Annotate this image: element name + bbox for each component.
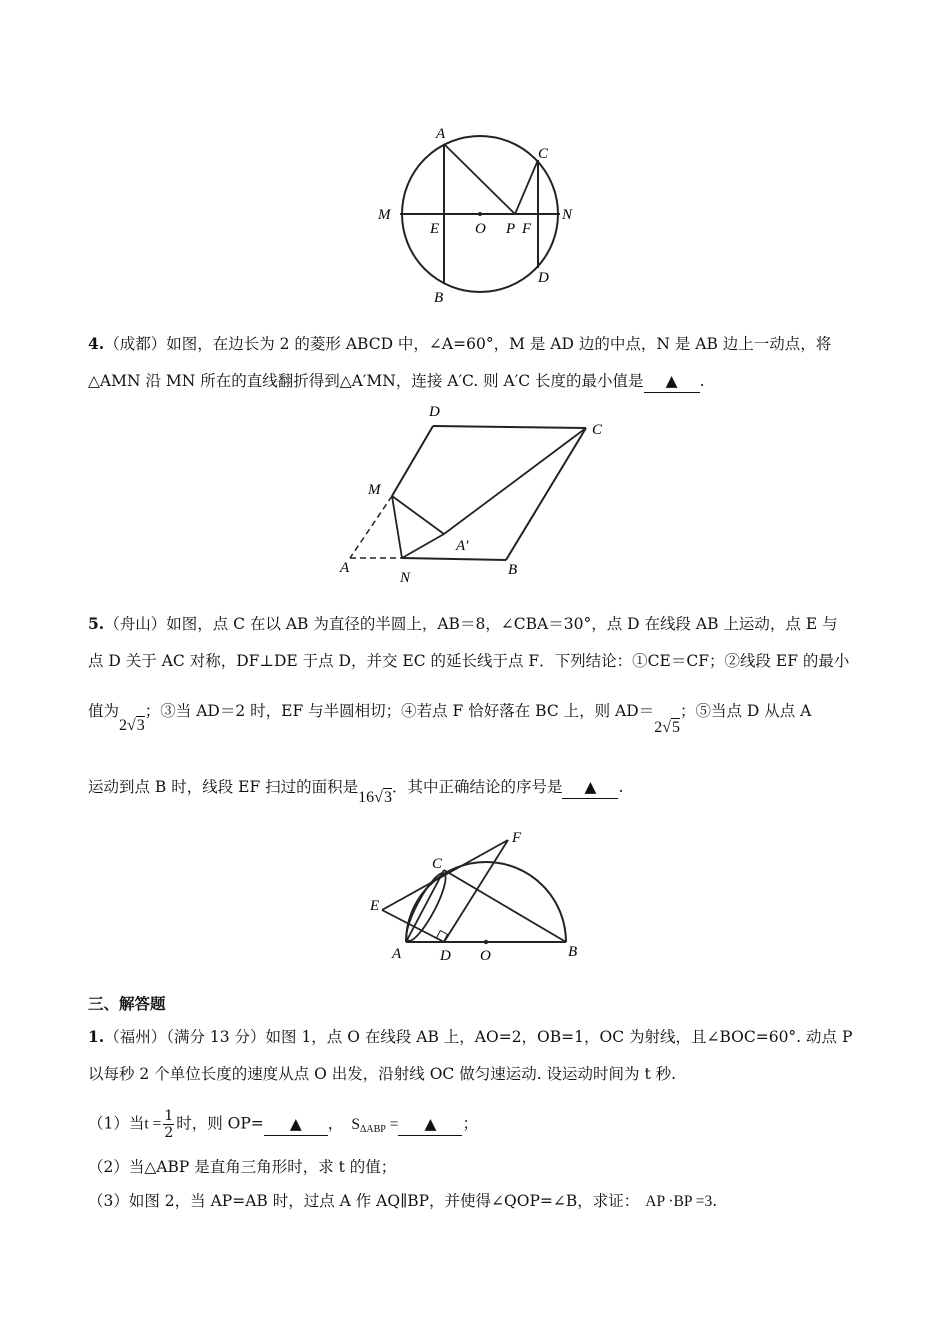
label-O: O [480, 948, 491, 964]
label-A: A [436, 126, 446, 142]
label-E: E [370, 898, 380, 914]
label-F: F [522, 221, 532, 237]
fraction-one-half: $\frac{1}{2}$ [164, 1108, 174, 1141]
q4-source: （成都） [104, 335, 167, 353]
p1-line1: 1.（福州）（满分 13 分）如图 1，点 O 在线段 AB 上，AO=2，OB=1，OC 为射线，且∠BOC=60°. 动点 P [88, 1027, 853, 1046]
q5-line4: 运动到点 B 时，线段 EF 扫过的面积是16√3．其中正确结论的序号是 ▲ . [88, 776, 864, 809]
label-A-prime: A′ [456, 538, 469, 554]
label-P: P [506, 221, 516, 237]
figure-circle [372, 120, 592, 310]
q4-text1: 如图，在边长为 2 的菱形 ABCD 中，∠A=60°，M 是 AD 边的中点，N 是 AB 边上一动点，将 [166, 335, 832, 353]
label-E: E [430, 221, 440, 237]
label-C: C [432, 856, 443, 872]
p1-number: 1. [88, 1027, 105, 1046]
label-M: M [378, 207, 391, 223]
p1-op-blank[interactable]: ▲ [264, 1113, 328, 1136]
p1-sub1: （1）当t = $\frac{1}{2}$ 时，则 OP= ▲ ， $S_{\Delta ABP}$ = ▲ ； [88, 1108, 478, 1141]
label-C: C [592, 422, 603, 438]
label-C: C [538, 146, 549, 162]
q5-number: 5. [88, 614, 105, 633]
label-D: D [440, 948, 451, 964]
p1-line2: 以每秒 2 个单位长度的速度从点 O 出发，沿射线 OC 做匀速运动. 设运动时间为 t 秒. [88, 1065, 677, 1083]
math-16-sqrt-3: 16√3 [358, 789, 392, 806]
q5-answer-blank[interactable]: ▲ [562, 776, 618, 799]
label-B: B [508, 562, 518, 578]
q5-source: （舟山） [104, 615, 167, 633]
q5-line1: 5.（舟山）如图，点 C 在以 AB 为直径的半圆上，AB＝8，∠CBA＝30°，点 D 在线段 AB 上运动，点 E 与 [88, 614, 838, 633]
math-ap-bp: AP ·BP =3 [645, 1193, 713, 1210]
q4-text2: △AMN 沿 MN 所在的直线翻折得到△A′MN，连接 A′C. 则 A′C 长度的最小值是 [88, 372, 644, 390]
label-O: O [475, 221, 486, 237]
q5-line2: 点 D 关于 AC 对称，DF⊥DE 于点 D，并交 EC 的延长线于点 F．下列结论：①CE＝CF；②线段 EF 的最小 [88, 652, 850, 670]
label-B: B [434, 290, 444, 306]
math-2-sqrt-3: 2√3 [119, 717, 145, 734]
figure-rhombus [336, 400, 626, 590]
figure-semicircle [360, 830, 600, 970]
q5-line3: 值为2√3；③当 AD＝2 时，EF 与半圆相切；④若点 F 恰好落在 BC 上，则 AD＝2√5；⑤当点 D 从点 A [88, 700, 864, 739]
label-D: D [538, 270, 549, 286]
label-D: D [429, 404, 440, 420]
label-M: M [368, 482, 381, 498]
q4-number: 4. [88, 334, 105, 353]
p1-area-blank[interactable]: ▲ [398, 1113, 462, 1136]
p1-sub2: （2）当△ABP 是直角三角形时，求 t 的值； [88, 1158, 397, 1176]
label-B: B [568, 944, 578, 960]
q4-line2: △AMN 沿 MN 所在的直线翻折得到△A′MN，连接 A′C. 则 A′C 长度的最小值是 ▲ . [88, 370, 864, 393]
section-title: 三、解答题 [88, 994, 166, 1013]
q4-line1 [88, 333, 864, 355]
label-A: A [392, 946, 402, 962]
q4-answer-blank[interactable]: ▲ [644, 370, 700, 393]
label-F: F [512, 830, 522, 846]
p1-sub3: （3）如图 2，当 AP=AB 时，过点 A 作 AQ∥BP，并使得∠QOP=∠B，求证： AP ·BP =3. [88, 1192, 718, 1210]
label-A: A [340, 560, 350, 576]
label-N: N [400, 570, 411, 586]
label-N: N [562, 207, 573, 223]
math-2-sqrt-5: 2√5 [654, 719, 680, 736]
